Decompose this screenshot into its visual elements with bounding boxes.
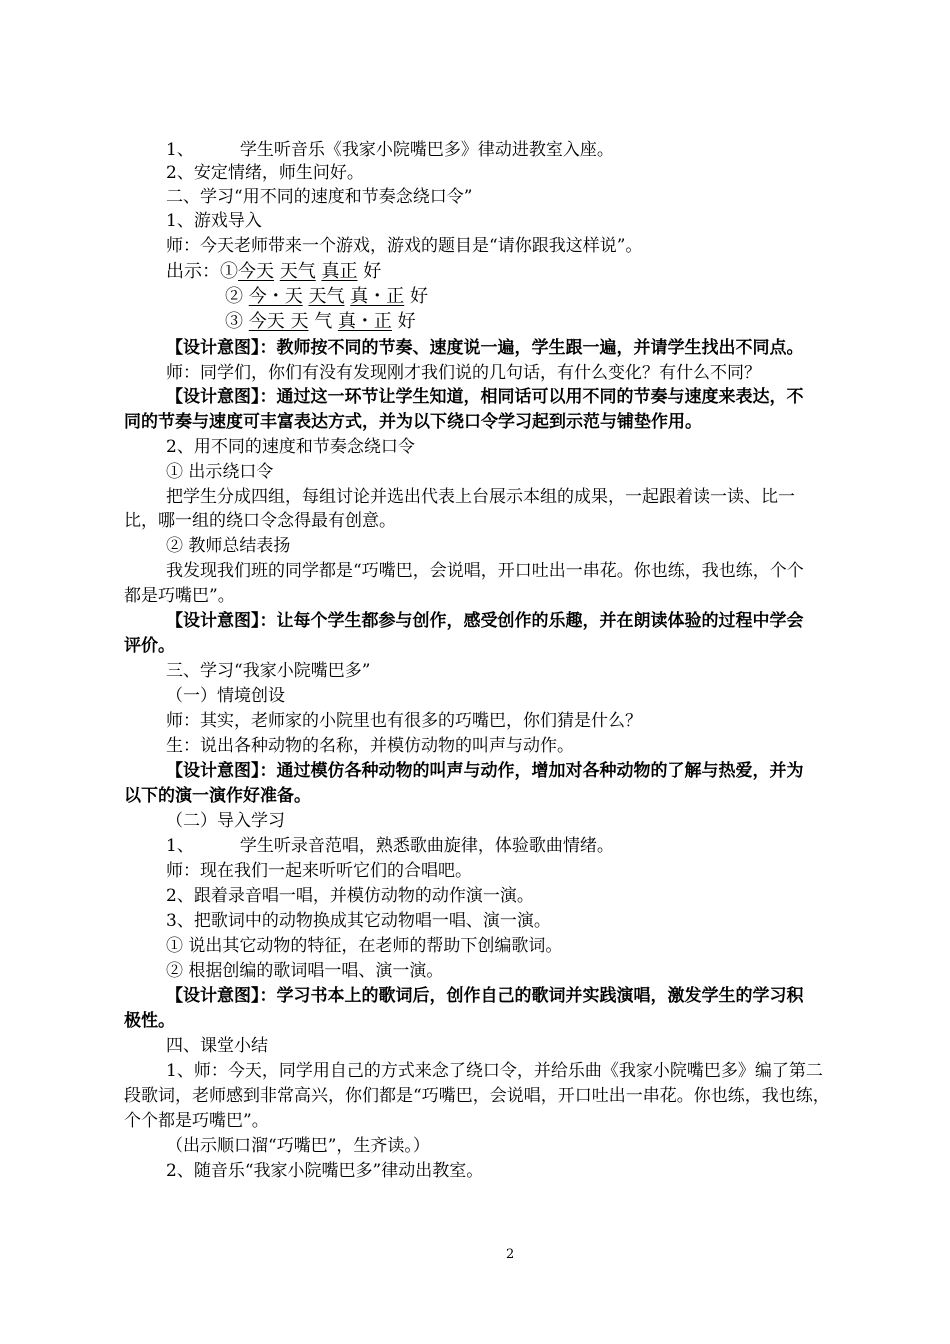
underlined-word: 今天 <box>238 261 274 282</box>
design-intent-text: ：让每个学生都参与创作，感受创作的乐趣，并在朗读体验的过程中学会 <box>259 611 804 631</box>
paragraph: ① 出示绕口令 <box>166 462 274 482</box>
underlined-word: 今天 天 <box>248 311 309 332</box>
underlined-word: 天气 <box>279 261 316 282</box>
section-heading: 二、学习“用不同的速度和节奏念绕口令” <box>166 187 473 207</box>
section-heading: 三、学习“我家小院嘴巴多” <box>166 661 371 681</box>
paragraph: 2、随音乐“我家小院嘴巴多”律动出教室。 <box>166 1161 484 1181</box>
design-intent <box>166 337 804 359</box>
paragraph: （出示顺口溜“巧嘴巴”，生齐读。） <box>166 1136 430 1156</box>
design-intent <box>166 760 804 782</box>
page-number: 2 <box>506 1247 515 1262</box>
paragraph-continued: 都是巧嘴巴”。 <box>124 586 235 606</box>
word: 气 <box>314 311 333 332</box>
show-label: 出示： <box>166 261 220 282</box>
paragraph: 2、安定情绪，师生问好。 <box>166 163 364 183</box>
paragraph: ② 根据创编的歌词唱一唱、演一演。 <box>166 961 444 981</box>
design-intent-tag: 【设计意图】 <box>166 986 260 1006</box>
paragraph: 1、师：今天，同学用自己的方式来念了绕口令，并给乐曲《我家小院嘴巴多》编了第二 <box>166 1061 823 1081</box>
paragraph: 生：说出各种动物的名称，并模仿动物的叫声与动作。 <box>166 736 574 756</box>
design-intent-tag: 【设计意图】 <box>166 761 260 781</box>
underlined-word: 真・正 <box>337 311 392 332</box>
design-intent-continued: 以下的演一演作好准备。 <box>124 786 311 806</box>
circled-number: ① <box>220 261 238 282</box>
design-intent-tag: 【设计意图】 <box>166 611 260 631</box>
design-intent-continued: 评价。 <box>124 636 175 656</box>
paragraph: ② 教师总结表扬 <box>166 536 291 556</box>
word: 好 <box>409 286 428 307</box>
list-number: 1、 <box>166 836 194 856</box>
paragraph: 师：现在我们一起来听听它们的合唱吧。 <box>166 861 472 881</box>
design-intent <box>166 386 804 408</box>
show-row-2 <box>225 286 428 308</box>
design-intent-text: ：教师按不同的节奏、速度说一遍，学生跟一遍，并请学生找出不同点。 <box>259 338 804 358</box>
paragraph <box>166 139 614 161</box>
paragraph-continued: 比，哪一组的绕口令念得最有创意。 <box>124 511 396 531</box>
paragraph: 把学生分成四组，每组讨论并选出代表上台展示本组的成果，一起跟着读一读、比一 <box>166 487 795 507</box>
design-intent-tag: 【设计意图】 <box>166 338 260 358</box>
underlined-word: 真・正 <box>350 286 405 307</box>
design-intent <box>166 985 804 1007</box>
design-intent-continued: 极性。 <box>124 1011 175 1031</box>
design-intent <box>166 610 804 632</box>
design-intent-text: ：通过这一环节让学生知道，相同话可以用不同的节奏与速度来表达，不 <box>259 387 804 407</box>
paragraph-continued: 段歌词，老师感到非常高兴，你们都是“巧嘴巴，会说唱，开口吐出一串花。你也练，我也练， <box>124 1086 830 1106</box>
sub-heading: （一）情境创设 <box>166 686 285 706</box>
paragraph: 师：其实，老师家的小院里也有很多的巧嘴巴，你们猜是什么？ <box>166 711 642 731</box>
list-number: 1、 <box>166 140 194 160</box>
design-intent-text: ：通过模仿各种动物的叫声与动作，增加对各种动物的了解与热爱，并为 <box>259 761 804 781</box>
design-intent-continued: 同的节奏与速度可丰富表达方式，并为以下绕口令学习起到示范与铺垫作用。 <box>124 412 702 432</box>
section-heading: 四、课堂小结 <box>166 1036 268 1056</box>
sub-heading: 2、用不同的速度和节奏念绕口令 <box>166 437 415 457</box>
circled-number: ③ <box>225 311 243 332</box>
paragraph: ① 说出其它动物的特征，在老师的帮助下创编歌词。 <box>166 936 563 956</box>
paragraph-continued: 个个都是巧嘴巴”。 <box>124 1111 269 1131</box>
underlined-word: 今・天 <box>248 286 303 307</box>
paragraph: 我发现我们班的同学都是“巧嘴巴，会说唱，开口吐出一串花。你也练，我也练，个个 <box>166 561 804 581</box>
paragraph: 3、把歌词中的动物换成其它动物唱一唱、演一演。 <box>166 911 551 931</box>
show-row-3 <box>225 311 416 333</box>
paragraph-text: 学生听音乐《我家小院嘴巴多》律动进教室入座。 <box>239 140 614 160</box>
design-intent-tag: 【设计意图】 <box>166 387 260 407</box>
paragraph-text: 学生听录音范唱，熟悉歌曲旋律，体验歌曲情绪。 <box>239 836 614 856</box>
paragraph: 师：同学们，你们有没有发现刚才我们说的几句话，有什么变化？有什么不同？ <box>166 363 761 383</box>
circled-number: ② <box>225 286 243 307</box>
sub-heading: （二）导入学习 <box>166 811 285 831</box>
paragraph <box>166 835 614 857</box>
paragraph: 师：今天老师带来一个游戏，游戏的题目是“请你跟我这样说”。 <box>166 236 643 256</box>
show-row-1 <box>166 261 381 283</box>
design-intent-text: ：学习书本上的歌词后，创作自己的歌词并实践演唱，激发学生的学习积 <box>259 986 804 1006</box>
underlined-word: 天气 <box>308 286 345 307</box>
word: 好 <box>397 311 416 332</box>
underlined-word: 真正 <box>321 261 358 282</box>
sub-heading: 1、游戏导入 <box>166 211 262 231</box>
paragraph: 2、跟着录音唱一唱，并模仿动物的动作演一演。 <box>166 886 534 906</box>
word: 好 <box>363 261 382 282</box>
